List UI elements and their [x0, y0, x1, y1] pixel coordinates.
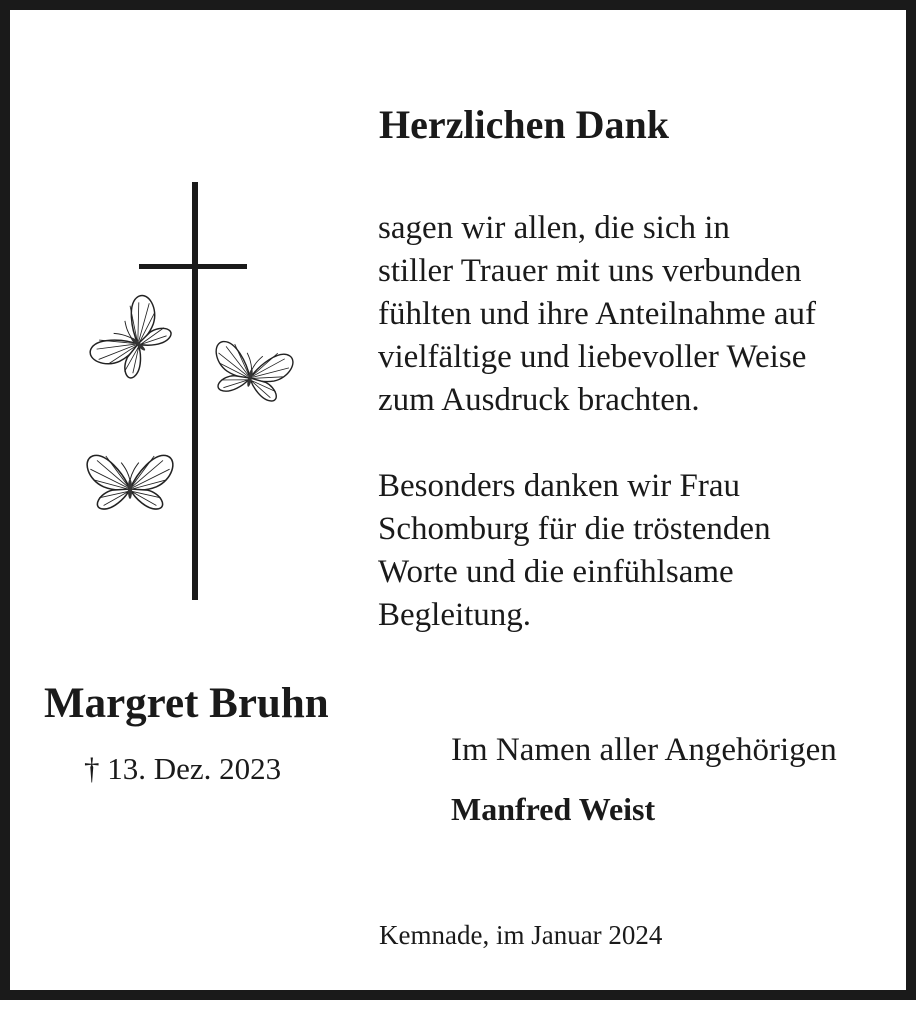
paragraph-line: stiller Trauer mit uns verbunden	[378, 253, 802, 289]
butterfly-icon	[208, 340, 294, 404]
paragraph-line: Schomburg für die tröstenden	[378, 511, 771, 547]
paragraph-line: Worte und die einfühlsame	[378, 554, 734, 590]
paragraph-line: sagen wir allen, die sich in	[378, 210, 730, 246]
place-date: Kemnade, im Januar 2024	[379, 920, 663, 950]
on-behalf-line: Im Namen aller Angehörigen	[451, 732, 837, 768]
paragraph-line: Besonders danken wir Frau	[378, 468, 741, 504]
paragraph-line: Begleitung.	[378, 597, 532, 633]
death-date: † 13. Dez. 2023	[84, 751, 282, 786]
paragraph-line: fühlten und ihre Anteilnahme auf	[378, 296, 817, 332]
paragraph-line: zum Ausdruck brachten.	[378, 382, 700, 418]
butterfly-icon	[87, 292, 180, 387]
paragraph-line: vielfältige und liebevoller Weise	[378, 339, 807, 375]
butterfly-icon	[87, 455, 173, 509]
signer-name: Manfred Weist	[451, 791, 656, 827]
heading: Herzlichen Dank	[379, 102, 669, 147]
special-thanks-paragraph	[378, 465, 898, 637]
deceased-name: Margret Bruhn	[44, 680, 329, 727]
thanks-paragraph	[378, 207, 898, 422]
